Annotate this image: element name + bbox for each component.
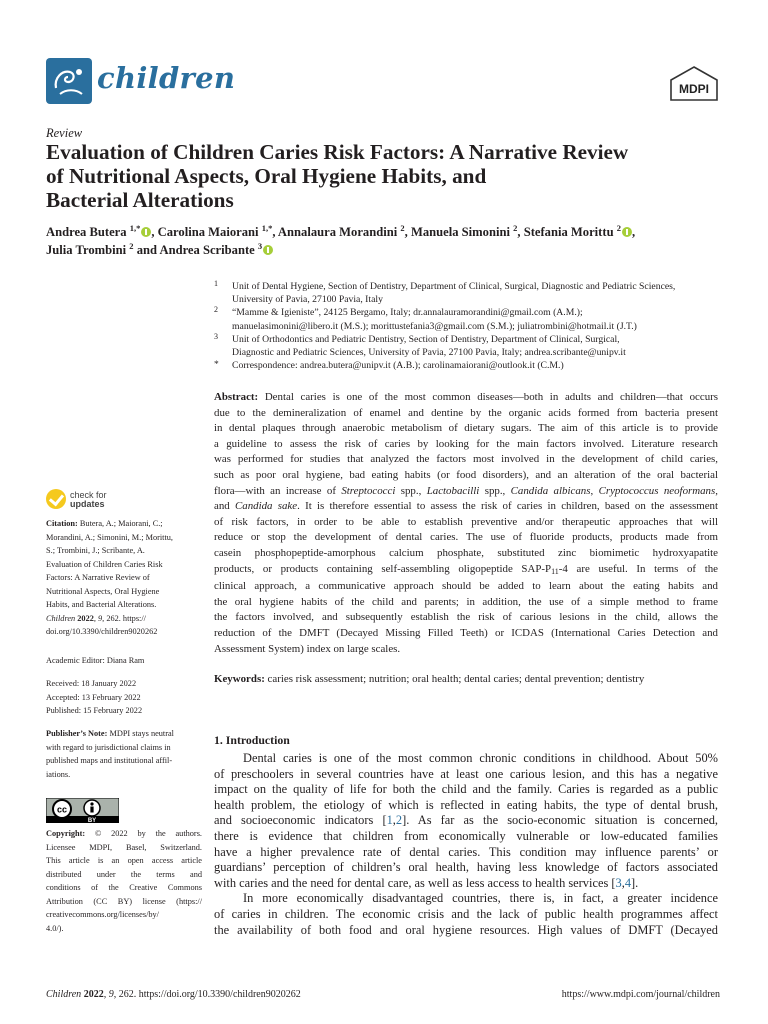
title-line: Bacterial Alterations [46, 188, 234, 212]
author-name[interactable]: Manuela Simonini [410, 225, 510, 239]
author-list: Andrea Butera $^{1,*}$ , Carolina Maiorani $^{1,*}$, Annalaura Morandini $^2$, Manuela Simonini $^2$, Stefania Morittu $^2$ , Julia Trombini $^2$ and Andrea Scribante $^3$ [46, 223, 636, 257]
citation-label: Citation: [46, 519, 78, 528]
mdpi-logo-text: MDPI [679, 82, 709, 96]
copyright: Copyright: © 2022 by the authors. Licensee MDPI, Basel, Switzerland. This article is an open access article distributed under the terms and conditions of the Creative Commons Attribution (CC BY) license (https:// creativecommons.org/licenses/by/ 4.0/). [46, 829, 202, 933]
keywords-label: Keywords: [214, 673, 265, 685]
journal-name: children [97, 61, 236, 95]
orcid-icon[interactable] [263, 245, 273, 255]
footer-citation: Children 2022, 9, 262. https://doi.org/10.3390/children9020262 [46, 989, 301, 1000]
introduction-body: Dental caries is one of the most common chronic conditions in childhood. About 50% of preschoolers in several countries have at least one carious lesion, and this has a negative impact on the quality of life for both the child and the family. Caries is regarded as a public health problem, the etiology of which is reflected in eating habits, the type of dental brush, and socioeconomic indicators [1,2]. As far as the socio-economic situation is concerned, there is evidence that children from economically vulnerable or low-educated families have a higher prevalence rate of dental caries. This condition may influence parents’ or guardians’ perception of children’s oral health, having less knowledge of factors associated with caries and the need for dental care, as well as less access to health services [3,4]. In more economically disadvantaged countries, there is, in fact, a greater incidence of caries in children. The economic crisis and the lack of public health programmes affect the availability of both food and oral hygiene resources. High values of DMFT (Decayed [214, 751, 718, 937]
affiliation-item: 3 Unit of Orthodontics and Pediatric Dentistry, Section of Dentistry, Department of Clinical, Surgical, Diagnostic and Pediatric Sciences, University of Pavia, 27100 Pavia, Italy; andrea.scribante@unipv.it [214, 331, 626, 359]
copyright-label: Copyright: [46, 829, 86, 838]
reference-link[interactable]: 1 [386, 813, 393, 828]
author-name[interactable]: Stefania Morittu [523, 225, 614, 239]
author-name[interactable]: Julia Trombini [46, 243, 127, 257]
affiliation-item: 2 “Mamme & Igieniste”, 24125 Bergamo, Italy; dr.annalauramorandini@gmail.com (A.M.); manuelasimonini@libero.it (M.S.); morittustefania3@gmail.com (S.M.); juliatrombini@hotmail.it (J.T.) [214, 305, 637, 332]
cc-by-license-icon[interactable] [46, 798, 119, 823]
citation-doi-link[interactable]: doi.org/10.3390/children9020262 [46, 627, 158, 636]
publisher-note: Publisher’s Note: MDPI stays neutral with regard to jurisdictional claims in published maps and institutional affil- iations. [46, 729, 174, 779]
article-type: Review [46, 126, 83, 140]
abstract: Abstract: Dental caries is one of the most common diseases—both in adults and children—that occurs due to the demineralization of enamel and dentine by the organic acids formed from bacteria present in dental plaques through anaerobic metabolism of dietary sugars. The aim of this article is to provide a guideline to assess the risk of caries by looking for the main factors involved. Literature research was performed for studies that analyzed the factors most involved in the development of child caries, such as poor oral hygiene, bad eating habits (or food disorders), and an alteration of the oral bacterial flora—with an increase of Streptococci spp., Lactobacilli spp., Candida albicans, Cryptococcus neoformans, and Candida sake. It is therefore essential to assess the risk of caries in children, based on the assessment of risk factors, in order to be able to establish preventive and/or therapeutic approaches that will reduce or stop the development of dental caries. The use of fluoride products, products made from casein phosphopeptide-amorphous calcium phosphate, substituted zinc biomimetic hydroxyapatite products, or products containing self-assembling oligopeptide SAP-$P_{11}-4$ are useful. In terms of the clinical approach, a communicative approach should be added to learn about the eating habits and the oral hygiene habits of the child and parents; in addition, the use of a simple method to frame the factors involved, and subsequently establish the risk of carious lesions in the child, allows the reduction of the DMFT (Decayed Missing Filled Teeth) or ICDAS (International Caries Detection and Assessment System) index on large scales. [214, 391, 718, 655]
orcid-icon[interactable] [141, 227, 151, 237]
academic-editor: Academic Editor: Diana Ram [46, 656, 145, 665]
publication-dates: Received: 18 January 2022 Accepted: 13 February 2022 Published: 15 February 2022 [46, 679, 143, 715]
citation: Citation: Butera, A.; Maiorani, C.; Morandini, A.; Simonini, M.; Morittu, S.; Trombini, J.; Scribante, A. Evaluation of Children Caries Risk Factors: A Narrative Review of Nutritional Aspects, Oral Hygiene Habits, and Bacterial Alterations. Children 2022, 9, 262. https:// doi.org/10.3390/children9020262 [46, 517, 202, 639]
title-line: Evaluation of Children Caries Risk Factors: A Narrative Review [46, 140, 629, 164]
abstract-label: Abstract: [214, 391, 259, 403]
orcid-icon[interactable] [622, 227, 632, 237]
author-name[interactable]: Andrea Scribante [159, 243, 255, 257]
check-for-updates-button[interactable]: check for updates [46, 489, 176, 511]
cc-label: cc [56, 804, 68, 815]
reference-link[interactable]: 4 [624, 875, 632, 890]
section-heading: 1. Introduction [214, 733, 290, 747]
by-label: BY [87, 818, 97, 823]
mdpi-logo [669, 66, 719, 102]
author-name[interactable]: Annalaura Morandini [277, 225, 398, 239]
author-name[interactable]: Andrea Butera [46, 225, 127, 239]
article-title [46, 140, 736, 212]
affiliations [214, 280, 734, 372]
reference-link[interactable]: 3 [615, 875, 622, 890]
publisher-note-label: Publisher’s Note: [46, 729, 108, 738]
author-name[interactable]: Carolina Maiorani [157, 225, 259, 239]
keywords: Keywords: caries risk assessment; nutrition; oral health; dental caries; dental prevention; dentistry [214, 673, 645, 685]
journal-logo-icon [46, 58, 92, 104]
footer-journal-url[interactable]: https://www.mdpi.com/journal/children [561, 989, 720, 1000]
checkmark-icon [46, 489, 66, 509]
correspondence: * Correspondence: andrea.butera@unipv.it (A.B.); carolinamaiorani@outlook.it (C.M.) [214, 360, 564, 372]
title-line: of Nutritional Aspects, Oral Hygiene Habits, and [46, 164, 487, 188]
affiliation-item: 1 Unit of Dental Hygiene, Section of Dentistry, Department of Clinical, Surgical, Diagnostic and Pediatric Sciences, University of Pavia, 27100 Pavia, Italy [214, 279, 676, 306]
reference-link[interactable]: 2 [395, 813, 403, 828]
